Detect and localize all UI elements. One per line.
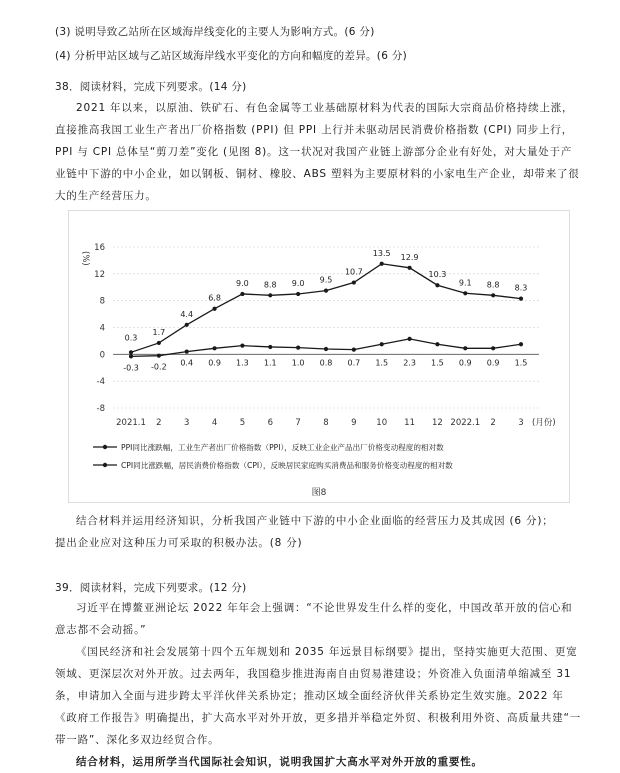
cpi-point: [519, 342, 523, 346]
figure-8-chart: [68, 210, 570, 503]
ppi-data-label: 12.9: [400, 252, 419, 262]
q38-question-2: 提出企业应对这种压力可采取的积极办法。(8 分): [55, 537, 303, 549]
ppi-data-label: 10.7: [344, 267, 363, 277]
cpi-point: [268, 345, 272, 349]
legend-swatch-marker: [103, 445, 107, 449]
cpi-data-label: 1.5: [375, 358, 389, 368]
ppi-data-label: 1.7: [152, 327, 166, 337]
cpi-point: [352, 348, 356, 352]
ppi-point: [435, 283, 439, 287]
ppi-point: [157, 341, 161, 345]
x-tick-label: 12: [432, 418, 443, 428]
legend-swatch-marker: [103, 463, 107, 467]
x-tick-label: 5: [239, 418, 246, 428]
q39-header: 39．阅读材料，完成下列要求。(12 分): [55, 582, 247, 594]
chart-svg: [69, 211, 569, 502]
x-tick-label: 6: [267, 418, 273, 428]
x-tick-label: 3: [518, 418, 524, 428]
cpi-data-label: 0.9: [458, 358, 472, 368]
ppi-data-label: 10.3: [428, 270, 447, 280]
cpi-data-label: 0.9: [486, 358, 500, 368]
q38-header: 38．阅读材料，完成下列要求。(14 分): [55, 81, 247, 93]
cpi-point: [157, 354, 161, 358]
x-tick-label: 2022.1: [450, 418, 481, 428]
ppi-data-label: 9.5: [319, 275, 333, 285]
cpi-point: [129, 354, 133, 358]
figure-caption: 图8: [311, 488, 327, 498]
y-tick-label: -8: [96, 404, 105, 414]
cpi-data-label: 1.5: [431, 358, 444, 368]
q39-question: 结合材料，运用所学当代国际社会知识，说明我国扩大高水平对外开放的重要性。: [76, 756, 483, 768]
ppi-point: [185, 323, 189, 327]
q38-question-1: 结合材料并运用经济知识，分析我国产业链中下游的中小企业面临的经营压力及其成因 (6 分)；: [76, 515, 554, 527]
q39-material: [55, 597, 583, 773]
y-tick-label: 0: [99, 350, 105, 361]
y-tick-label: -4: [96, 377, 105, 388]
cpi-point: [240, 344, 244, 348]
ppi-point: [407, 266, 411, 270]
x-tick-label: 7: [295, 418, 301, 428]
x-tick-label: 10: [376, 418, 388, 428]
ppi-data-label: 0.3: [124, 333, 138, 343]
x-axis-suffix: (月份): [532, 418, 556, 428]
cpi-data-label: 0.9: [208, 358, 221, 368]
ppi-point: [491, 293, 495, 297]
y-axis-label: (%): [80, 251, 90, 266]
cpi-point: [324, 347, 328, 351]
q37-item-4: (4) 分析甲站区域与乙站区域海岸线水平变化的方向和幅度的差异。(6 分): [55, 50, 408, 62]
q38-paragraph-1: 2021 年以来，以原油、铁矿石、有色金属等工业基础原材料为代表的国际大宗商品价格持续上涨，直接推高我国工业生产者出厂价格指数 (PPI) 但 PPI 上行并未驱动居民消费价格指数 (CPI) 同步上行，PPI 与 CPI 总体呈“剪刀差”变化 (见图 8)。这一状况对我国产业链上游部分企业有好处，对大量处于产业链中下游的中小企业，如以钢板、铜材、橡胶、ABS 塑料为主要原材料的小家电生产企业，却带来了很大的生产经营压力。: [55, 102, 580, 202]
cpi-data-label: -0.2: [151, 362, 167, 372]
cpi-point: [491, 346, 495, 350]
cpi-point: [463, 346, 467, 350]
ppi-point: [352, 280, 356, 284]
cpi-data-label: 1.1: [263, 358, 277, 368]
cpi-data-label: 0.8: [319, 358, 333, 368]
ppi-data-label: 8.3: [514, 283, 528, 293]
cpi-data-label: 0.7: [347, 358, 361, 368]
q39-paragraph-1: 习近平在博鳌亚洲论坛 2022 年年会上强调：“不论世界发生什么样的变化，中国改革开放的信心和意志都不会动摇。”: [55, 602, 573, 636]
y-tick-label: 12: [94, 269, 105, 280]
ppi-point: [240, 292, 244, 296]
cpi-point: [435, 342, 439, 346]
ppi-data-label: 13.5: [372, 248, 391, 258]
ppi-point: [212, 307, 216, 311]
x-tick-label: 4: [211, 418, 218, 428]
legend-entry-ppi: PPI同比涨跌幅，工业生产者出厂价格指数（PPI），反映工业企业产品出厂价格变动程度的相对数: [121, 443, 444, 452]
q39-paragraph-2: 《国民经济和社会发展第十四个五年规划和 2035 年远景目标纲要》提出，坚持实施更大范围、更宽领域、更深层次对外开放。过去两年，我国稳步推进海南自由贸易港建设；外资准入负面清单缩减至 31 条，申请加入全面与进步跨太平洋伙伴关系协定；推动区域全面经济伙伴关系协定生效实施。2022 年《政府工作报告》明确提出，扩大高水平对外开放，更多措并举稳定外贸、积极利用外资、高质量共建“一带一路”、深化多双边经贸合作。: [55, 646, 582, 746]
legend-entry-cpi: CPI同比涨跌幅，居民消费价格指数（CPI），反映居民家庭购买消费品和服务价格变动程度的相对数: [121, 461, 453, 470]
y-tick-label: 8: [99, 296, 105, 307]
q38-material: [55, 97, 583, 207]
ppi-data-label: 6.8: [208, 293, 221, 303]
q38-question: [55, 510, 583, 554]
cpi-data-label: 0.4: [180, 358, 194, 368]
cpi-point: [212, 346, 216, 350]
ppi-point: [129, 350, 133, 354]
ppi-point: [324, 289, 328, 293]
cpi-data-label: 1.0: [291, 358, 305, 368]
x-tick-label: 2: [156, 418, 162, 428]
cpi-data-label: 1.5: [514, 358, 528, 368]
x-tick-label: 3: [184, 418, 190, 428]
cpi-data-label: 1.3: [236, 358, 249, 368]
y-tick-label: 4: [99, 323, 105, 334]
x-tick-label: 9: [351, 418, 357, 428]
ppi-data-label: 9.0: [291, 278, 305, 288]
ppi-data-label: 9.0: [236, 278, 249, 288]
ppi-data-label: 8.8: [263, 280, 277, 290]
ppi-point: [519, 297, 523, 301]
cpi-point: [185, 350, 189, 354]
ppi-point: [463, 291, 467, 295]
cpi-point: [296, 346, 300, 350]
cpi-data-label: 2.3: [403, 358, 416, 368]
y-tick-label: 16: [94, 243, 105, 253]
ppi-data-label: 9.1: [458, 278, 472, 288]
x-tick-label: 11: [404, 418, 415, 428]
x-tick-label: 8: [323, 418, 329, 428]
q37-item-3: (3) 说明导致乙站所在区域海岸线变化的主要人为影响方式。(6 分): [55, 26, 375, 38]
ppi-point: [380, 262, 384, 266]
cpi-point: [380, 342, 384, 346]
ppi-point: [296, 292, 300, 296]
ppi-data-label: 4.4: [180, 309, 194, 319]
x-tick-label: 2: [490, 418, 496, 428]
ppi-data-label: 8.8: [486, 280, 500, 290]
x-tick-label: 2021.1: [116, 418, 146, 428]
ppi-point: [268, 293, 272, 297]
cpi-data-label: -0.3: [123, 363, 139, 373]
cpi-point: [407, 337, 411, 341]
